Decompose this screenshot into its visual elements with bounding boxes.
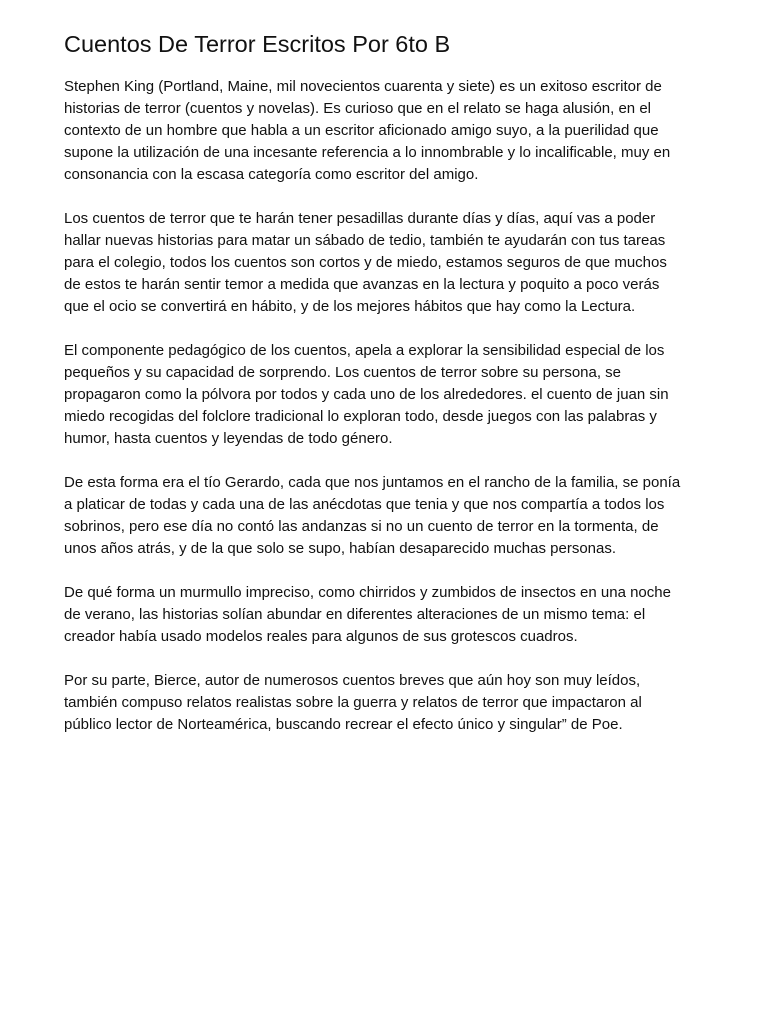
text-line: de estos te harán sentir temor a medida que avanzas en la lectura y poquito a poco verás bbox=[64, 276, 660, 293]
document-title: Cuentos De Terror Escritos Por 6to B bbox=[64, 31, 451, 57]
text-line: sobrinos, pero ese día no contó las andanzas si no un cuento de terror en la tormenta, de bbox=[64, 518, 659, 535]
paragraph-1 bbox=[64, 76, 698, 186]
text-line: Por su parte, Bierce, autor de numerosos cuentos breves que aún hoy son muy leídos, bbox=[64, 672, 641, 689]
text-line: historias de terror (cuentos y novelas). Es curioso que en el relato se haga alusión, en el bbox=[64, 100, 651, 117]
text-line: también compuso relatos realistas sobre la guerra y relatos de terror que impactaron al bbox=[64, 694, 642, 711]
text-line: propagaron como la pólvora por todos y cada uno de los alrededores. el cuento de juan sin bbox=[64, 386, 669, 403]
text-line: contexto de un hombre que habla a un escritor aficionado amigo suyo, a la puerilidad que bbox=[64, 122, 659, 139]
text-line: de verano, las historias solían abundar en diferentes alteraciones de un mismo tema: el bbox=[64, 606, 646, 623]
text-line: humor, hasta cuentos y leyendas de todo género. bbox=[64, 430, 393, 447]
paragraph-6 bbox=[64, 670, 698, 736]
text-line: hallar nuevas historias para matar un sábado de tedio, también te ayudarán con tus tareas bbox=[64, 232, 666, 249]
text-line: De esta forma era el tío Gerardo, cada que nos juntamos en el rancho de la familia, se ponía bbox=[64, 474, 681, 491]
paragraph-5 bbox=[64, 582, 698, 648]
text-line: Los cuentos de terror que te harán tener pesadillas durante días y días, aquí vas a poder bbox=[64, 210, 656, 227]
text-line: supone la utilización de una incesante referencia a lo innombrable y lo incalificable, muy en bbox=[64, 144, 671, 161]
text-line: público lector de Norteamérica, buscando recrear el efecto único y singular” de Poe. bbox=[64, 716, 623, 733]
text-line: miedo recogidas del folclore tradicional lo exploran todo, desde juegos con las palabras y bbox=[64, 408, 657, 425]
text-line: unos años atrás, y de la que solo se supo, habían desaparecido muchas personas. bbox=[64, 540, 617, 557]
text-line: Stephen King (Portland, Maine, mil novecientos cuarenta y siete) es un exitoso escritor de bbox=[64, 78, 662, 95]
text-line: que el ocio se convertirá en hábito, y de los mejores hábitos que hay como la Lectura. bbox=[64, 298, 636, 315]
text-line: pequeños y su capacidad de sorprendo. Los cuentos de terror sobre su persona, se bbox=[64, 364, 622, 381]
text-line: creador había usado modelos reales para algunos de sus grotescos cuadros. bbox=[64, 628, 578, 645]
text-line: De qué forma un murmullo impreciso, como chirridos y zumbidos de insectos en una noche bbox=[64, 584, 671, 601]
text-line: El componente pedagógico de los cuentos, apela a explorar la sensibilidad especial de los bbox=[64, 342, 665, 359]
text-line: a platicar de todas y cada una de las anécdotas que tenia y que nos compartía a todos los bbox=[64, 496, 665, 513]
text-line: para el colegio, todos los cuentos son cortos y de miedo, estamos seguros de que muchos bbox=[64, 254, 667, 271]
paragraph-4 bbox=[64, 472, 698, 560]
paragraph-2 bbox=[64, 208, 698, 318]
paragraph-3 bbox=[64, 340, 698, 450]
text-line: consonancia con la escasa categoría como escritor del amigo. bbox=[64, 166, 479, 183]
